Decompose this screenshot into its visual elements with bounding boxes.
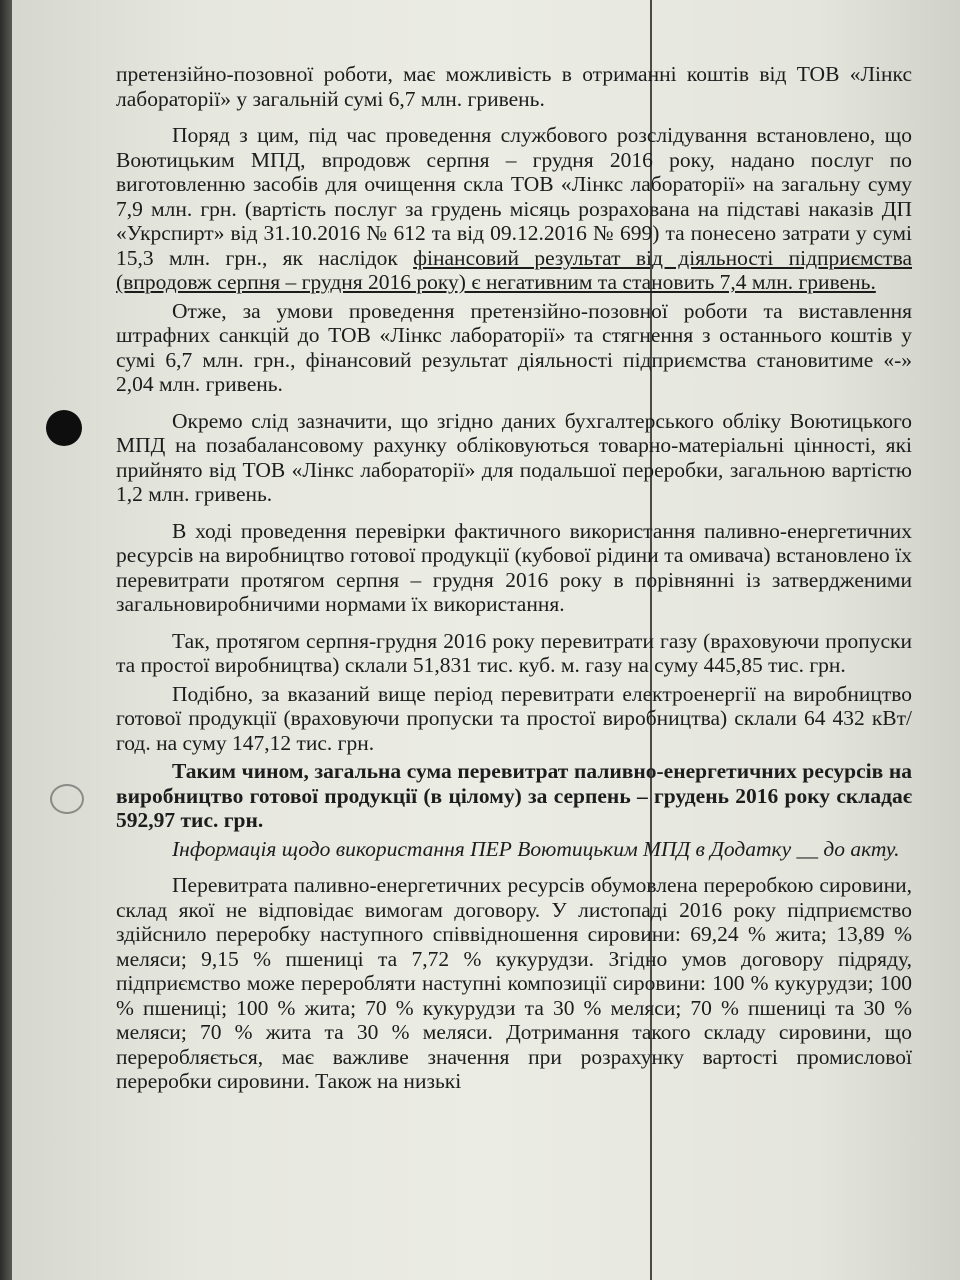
paragraph: В ході проведення перевірки фактичного використання паливно-енергетичних ресурсів на виробництво готової продукції (кубової рідини та омивача) встановлено їх перевитрати протягом серпня – грудня 2016 року в порівнянні із затвердженими загальновиробничими нормами їх використання. bbox=[116, 518, 912, 616]
paragraph: Перевитрата паливно-енергетичних ресурсів обумовлена переробкою сировини, склад якої не відповідає вимогам договору. У листопаді 2016 року підприємство здійснило переробку наступного співвідношення сировини: 69,24 % жита; 13,89 % меляси; 9,15 % пшениці та 7,72 % кукурудзи. Згідно умов договору підряду, підприємство може переробляти наступні композиції сировини: 100 % кукурудзи; 100 % пшениці; 100 % жита; 70 % кукурудзи та 30 % меляси; 70 % пшениці та 30 % меляси; 70 % жита та 30 % меляси. Дотримання такого складу сировини, що переробляється, має важливе значення при розрахунку вартості промислової переробки сировини. Також на низькі bbox=[116, 873, 912, 1093]
paragraph: Окремо слід зазначити, що згідно даних бухгалтерського обліку Воютицького МПД на позабалансовому рахунку обліковуються товарно-матеріальні цінності, які прийнято від ТОВ «Лінкс лабораторії» для подальшої переробки, загальною вартістю 1,2 млн. гривень. bbox=[116, 408, 912, 506]
paragraph: претензійно-позовної роботи, має можливість в отриманні коштів від ТОВ «Лінкс лабораторії» у загальній сумі 6,7 млн. гривень. bbox=[116, 62, 912, 111]
document-body bbox=[116, 62, 912, 1106]
paragraph: Отже, за умови проведення претензійно-позовної роботи та виставлення штрафних санкцій до ТОВ «Лінкс лабораторії» та стягнення з останнього коштів у сумі 6,7 млн. грн., фінансовий результат діяльності підприємства становитиме «-» 2,04 млн. гривень. bbox=[116, 298, 912, 396]
document-page bbox=[12, 0, 960, 1280]
paragraph: Подібно, за вказаний вище період перевитрати електроенергії на виробництво готової продукції (враховуючи пропуски та простої виробництва) склали 64 432 кВт/год. на суму 147,12 тис. грн. bbox=[116, 681, 912, 755]
paragraph-italic-note: Інформація щодо використання ПЕР Воютицьким МПД в Додатку __ до акту. bbox=[172, 836, 900, 861]
underlined-text: фінансовий результат від діяльності підприємства (впродовж серпня – грудня 2016 року) є негативним та становить 7,4 млн. гривень. bbox=[116, 245, 912, 294]
punch-hole-mark bbox=[50, 784, 84, 814]
paragraph: Поряд з цим, під час проведення службового розслідування встановлено, що Воютицьким МПД, впродовж серпня – грудня 2016 року, надано послуг по виготовленню засобів для очищення скла ТОВ «Лінкс лабораторії» на загальну суму 7,9 млн. грн. (вартість послуг за грудень місяць розрахована на підставі наказів ДП «Укрспирт» від 31.10.2016 № 612 та від 09.12.2016 № 699) та понесено затрати у сумі 15,3 млн. грн., як наслідок фінансовий результат від діяльності підприємства (впродовж серпня – грудня 2016 року) є негативним та становить 7,4 млн. гривень. bbox=[116, 123, 912, 294]
punch-hole bbox=[46, 410, 82, 446]
paragraph: Так, протягом серпня-грудня 2016 року перевитрати газу (враховуючи пропуски та простої виробництва) склали 51,831 тис. куб. м. газу на суму 445,85 тис. грн. bbox=[116, 628, 912, 677]
scan-background bbox=[0, 0, 12, 1280]
paragraph-bold-summary: Таким чином, загальна сума перевитрат паливно-енергетичних ресурсів на виробництво готової продукції (в цілому) за серпень – грудень 2016 року складає 592,97 тис. грн. bbox=[116, 759, 912, 832]
